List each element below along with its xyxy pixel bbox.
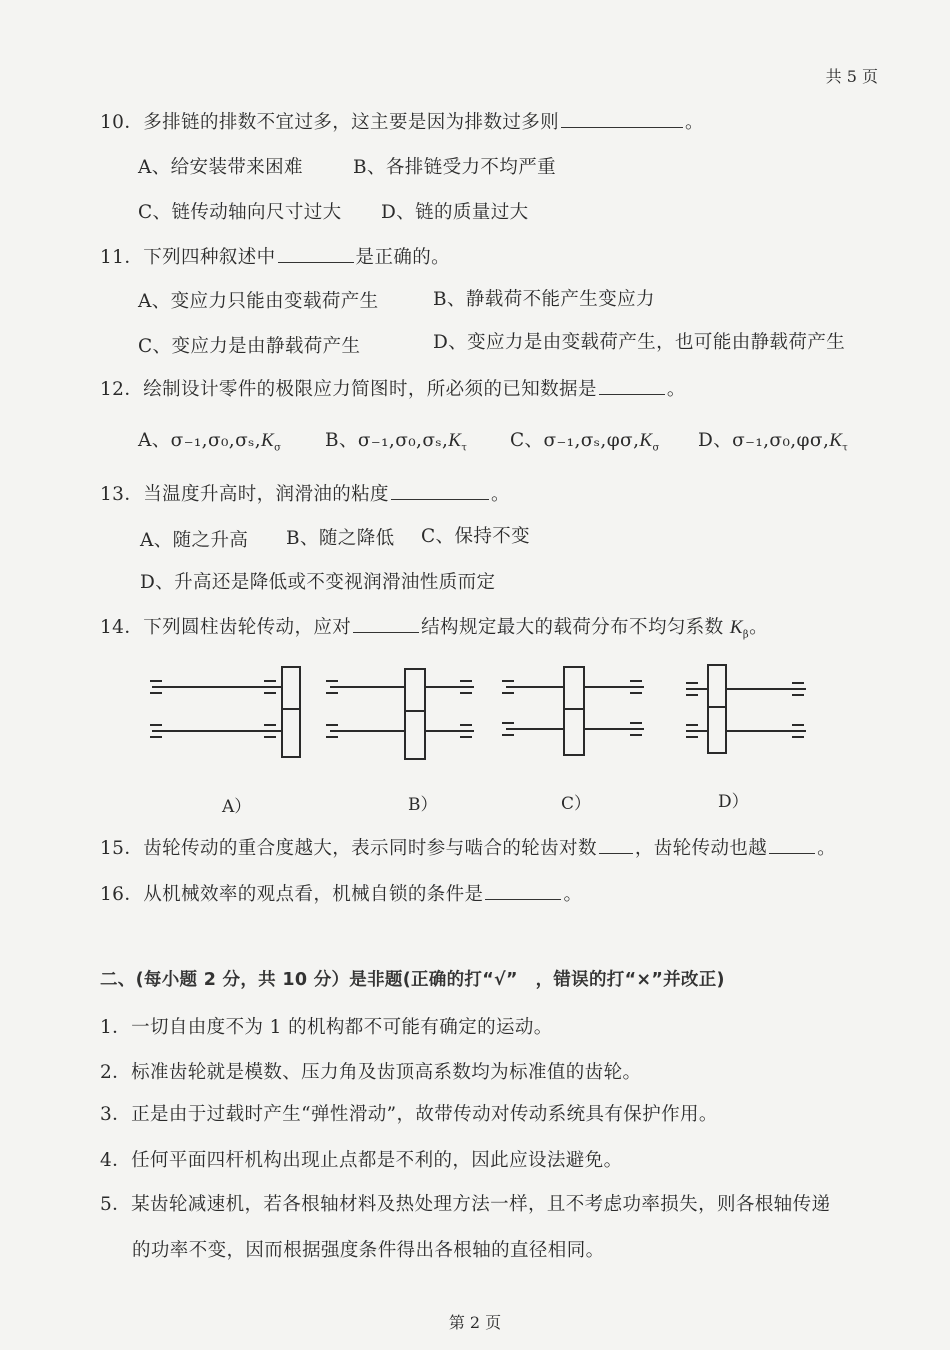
question-15-text: 15．齿轮传动的重合度越大，表示同时参与啮合的轮齿对数	[100, 838, 597, 859]
q12-option-d	[698, 426, 848, 454]
question-12	[100, 375, 686, 401]
k-symbol: K	[639, 430, 653, 451]
q10-option-b: B、各排链受力不均严重	[353, 157, 556, 178]
question-16	[100, 880, 582, 906]
question-10-text: 10．多排链的排数不宜过多，这主要是因为排数过多则	[100, 112, 560, 133]
answer-blank	[353, 616, 419, 633]
question-16-text: 16．从机械效率的观点看，机械自锁的条件是	[100, 884, 484, 905]
answer-blank	[599, 837, 633, 854]
question-12-end: 。	[666, 379, 686, 400]
section-2-title: 二、(每小题 2 分，共 10 分）是非题(正确的打“√” ，错误的打“×”并改正)	[100, 970, 725, 990]
question-11-end: 是正确的。	[355, 247, 451, 268]
q12-option-d-prefix: D、	[698, 430, 733, 451]
diagram-d-gear-near-left	[686, 665, 806, 753]
q12-option-a	[138, 426, 281, 454]
diagram-label-d: D）	[718, 792, 749, 812]
question-10	[100, 108, 704, 134]
q12-option-a-symbols: σ₋₁,σ₀,σₛ,	[170, 430, 262, 451]
k-beta-subscript: β	[742, 629, 750, 641]
question-13-text: 13．当温度升高时，润滑油的粘度	[100, 484, 389, 505]
answer-blank	[391, 483, 489, 500]
answer-blank	[769, 837, 815, 854]
k-beta-symbol: K	[729, 617, 743, 638]
tf-item-3: 3．正是由于过载时产生“弹性滑动”，故带传动对传动系统具有保护作用。	[100, 1104, 718, 1125]
tf-item-5: 5．某齿轮减速机，若各根轴材料及热处理方法一样，且不考虑功率损失，则各根轴传递	[100, 1194, 831, 1215]
question-15-mid: ，齿轮传动也越	[634, 838, 768, 859]
q13-option-d: D、升高还是降低或不变视润滑油性质而定	[140, 572, 496, 593]
question-11	[100, 243, 450, 269]
q13-option-c: C、保持不变	[421, 526, 531, 547]
question-15-end: 。	[817, 838, 837, 859]
diagram-b-gear-asymmetric	[326, 669, 474, 759]
answer-blank	[485, 883, 561, 900]
question-14-period: 。	[749, 617, 769, 638]
q13-option-a: A、随之升高	[140, 530, 249, 551]
diagram-label-c: C）	[561, 794, 592, 814]
question-14-text: 14．下列圆柱齿轮传动，应对	[100, 617, 352, 638]
tf-item-1: 1．一切自由度不为 1 的机构都不可能有确定的运动。	[100, 1017, 553, 1038]
question-12-text: 12．绘制设计零件的极限应力简图时，所必须的已知数据是	[100, 379, 597, 400]
q10-option-a: A、给安装带来困难	[138, 157, 303, 178]
q12-option-b-prefix: B、	[325, 430, 358, 451]
question-11-text: 11．下列四种叙述中	[100, 247, 276, 268]
diagram-a-gear-at-end	[150, 667, 300, 757]
question-15	[100, 834, 836, 860]
k-symbol: K	[448, 430, 462, 451]
question-14-end: 结构规定最大的载荷分布不均匀系数	[421, 617, 724, 638]
gear-arrangement-diagrams	[140, 655, 820, 770]
q12-option-c-prefix: C、	[510, 430, 544, 451]
q12-option-d-symbols: σ₋₁,σ₀,φσ,	[732, 430, 830, 451]
question-10-end: 。	[685, 112, 704, 133]
q13-option-b: B、随之降低	[286, 528, 395, 549]
k-subscript: σ	[274, 442, 282, 454]
k-symbol: K	[829, 430, 843, 451]
tf-item-2: 2．标准齿轮就是模数、压力角及齿顶高系数均为标准值的齿轮。	[100, 1062, 642, 1083]
q12-option-b-symbols: σ₋₁,σ₀,σₛ,	[357, 430, 449, 451]
page-number: 第 2 页	[448, 1313, 502, 1332]
k-subscript: σ	[652, 442, 660, 454]
tf-item-5-continued: 的功率不变，因而根据强度条件得出各根轴的直径相同。	[132, 1240, 605, 1261]
answer-blank	[278, 246, 354, 263]
q10-option-c: C、链传动轴向尺寸过大	[138, 202, 342, 223]
diagram-c-gear-symmetric	[502, 667, 644, 755]
q12-option-b	[325, 426, 467, 454]
q11-option-d: D、变应力是由变载荷产生，也可能由静载荷产生	[433, 332, 846, 353]
question-16-end: 。	[563, 884, 583, 905]
q10-option-d: D、链的质量过大	[381, 202, 529, 223]
q12-option-a-prefix: A、	[138, 430, 171, 451]
question-13	[100, 480, 510, 506]
total-pages: 共 5 页	[825, 67, 878, 86]
diagram-label-a: A）	[222, 797, 252, 817]
q12-option-c-symbols: σ₋₁,σₛ,φσ,	[543, 430, 640, 451]
answer-blank	[561, 111, 683, 128]
q11-option-b: B、静载荷不能产生变应力	[433, 289, 655, 310]
k-symbol: K	[261, 430, 275, 451]
q11-option-a: A、变应力只能由变载荷产生	[138, 291, 379, 312]
diagram-label-b: B）	[408, 795, 438, 815]
tf-item-4: 4．任何平面四杆机构出现止点都是不利的，因此应设法避免。	[100, 1150, 623, 1171]
q11-option-c: C、变应力是由静载荷产生	[138, 336, 361, 357]
question-14	[100, 613, 768, 641]
k-subscript: τ	[461, 442, 468, 454]
k-subscript: τ	[842, 442, 849, 454]
question-13-end: 。	[490, 484, 510, 505]
q12-option-c	[510, 426, 660, 454]
answer-blank	[599, 378, 665, 395]
